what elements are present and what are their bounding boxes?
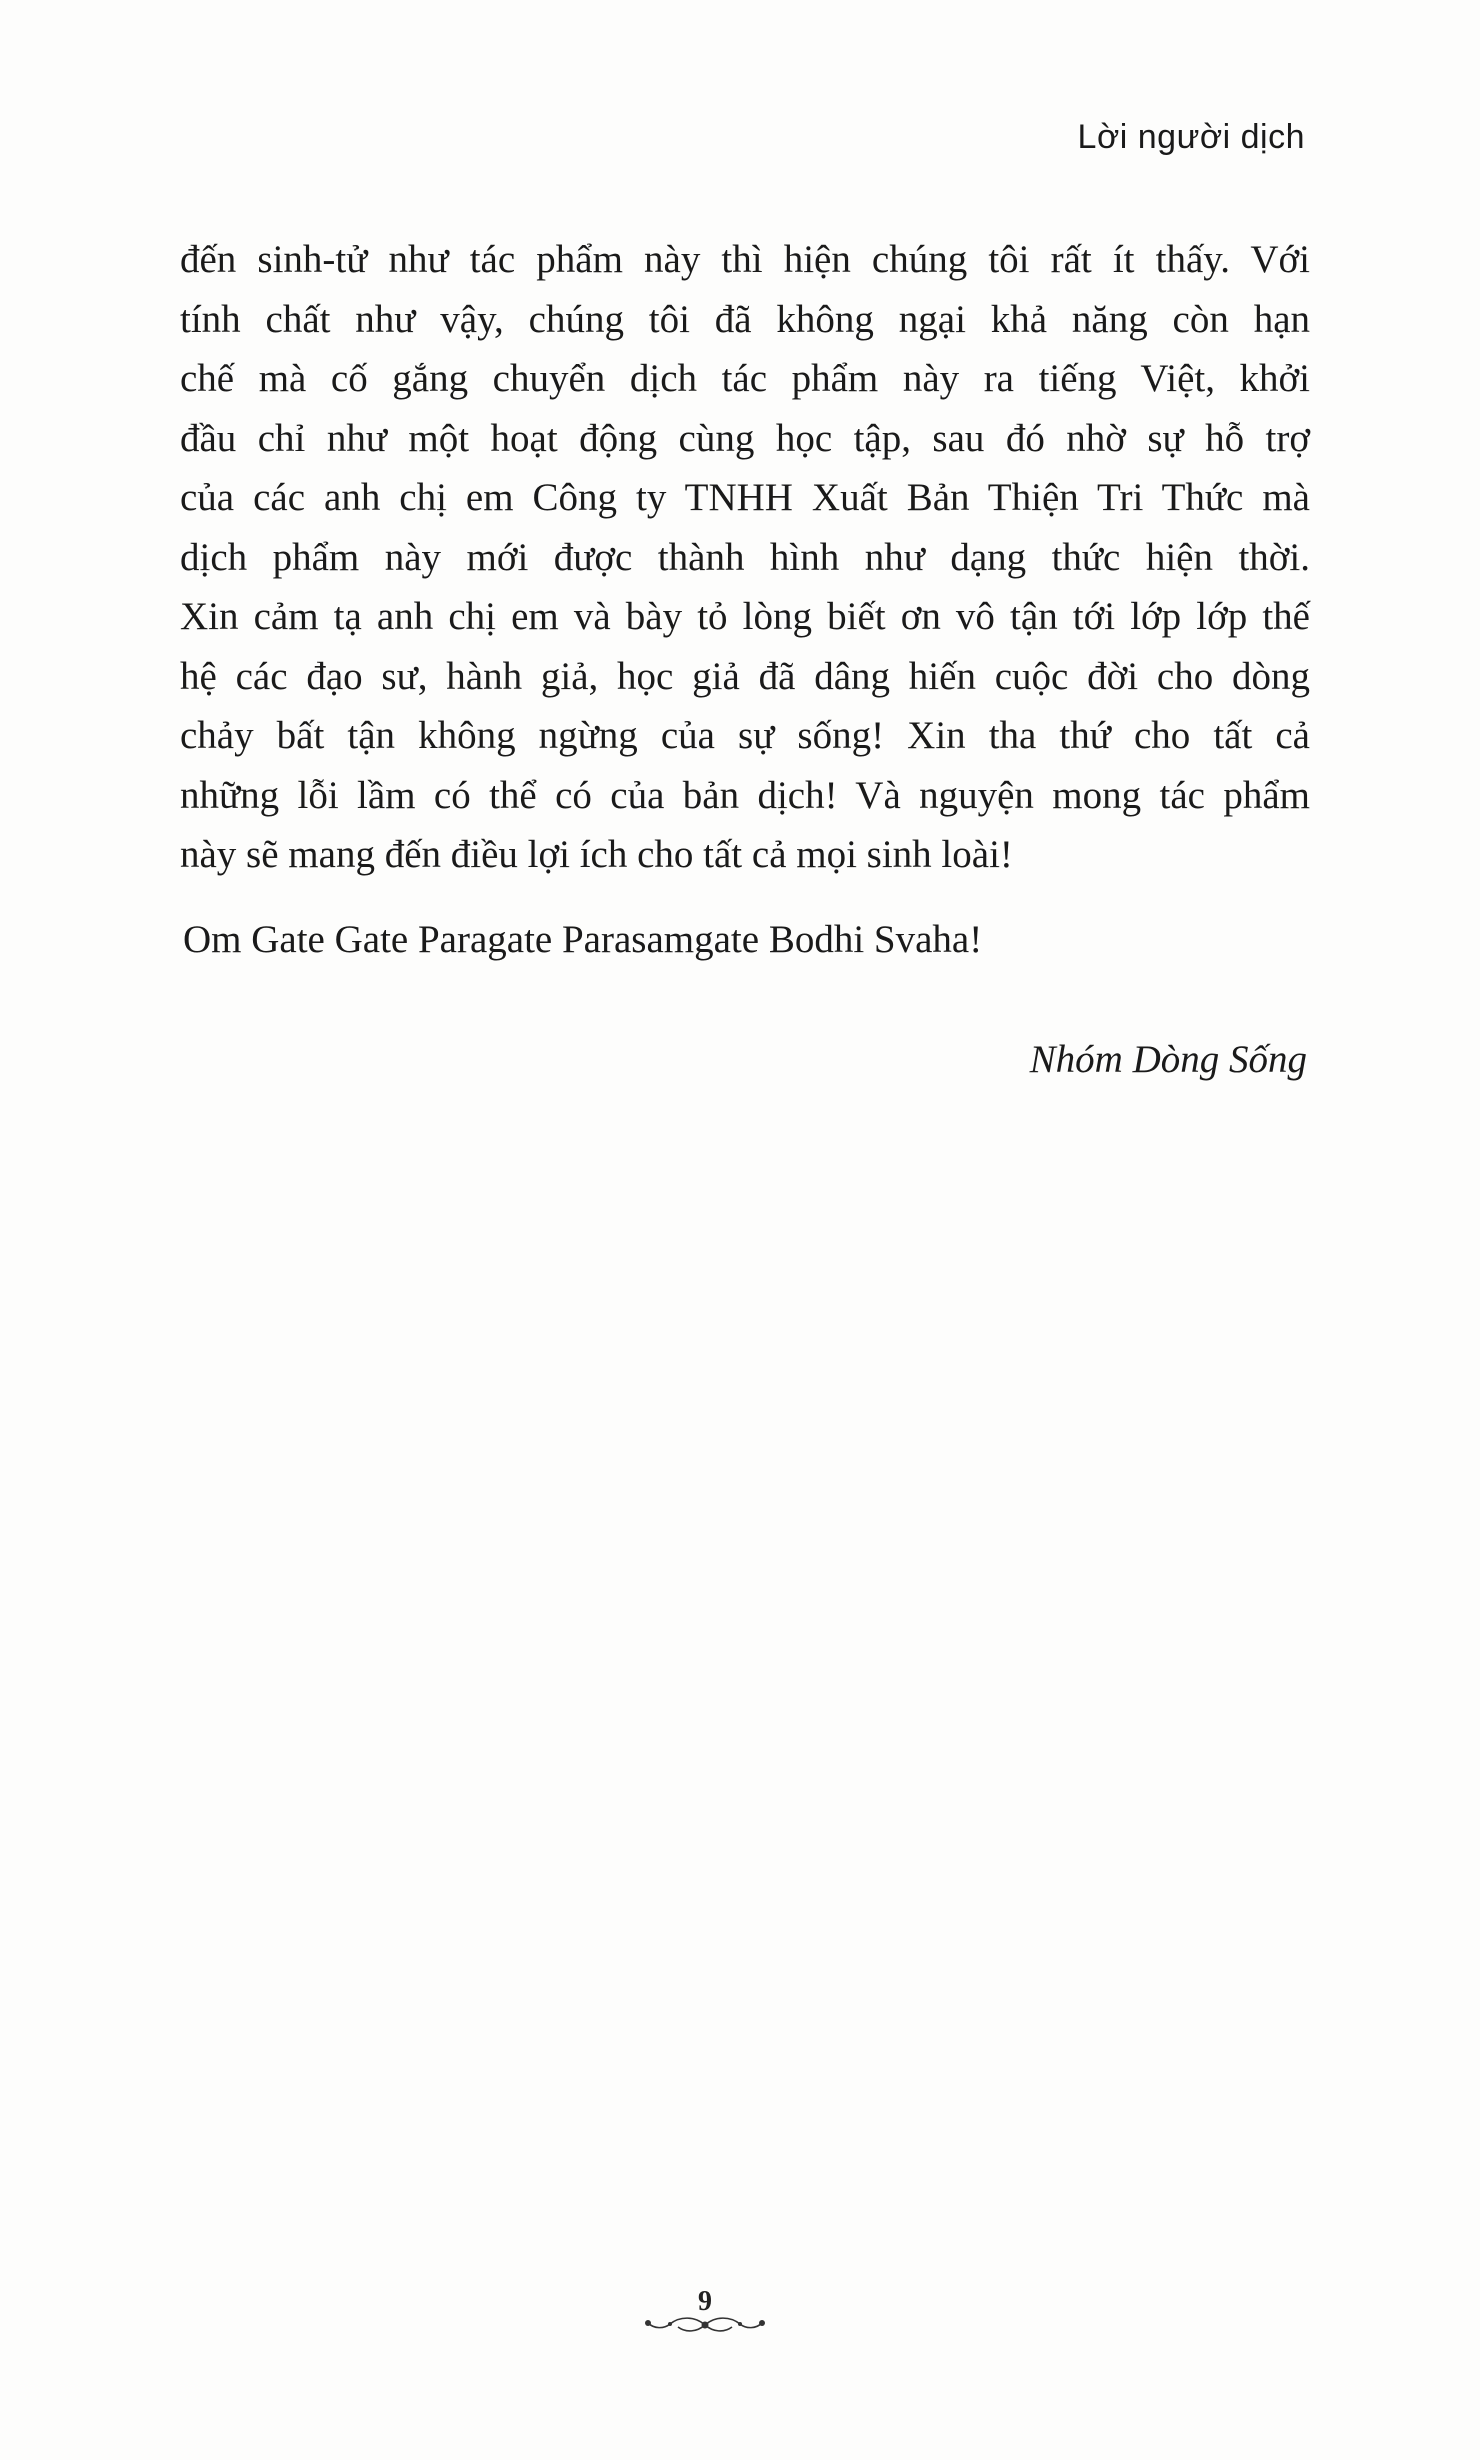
paragraph-line: chế mà cố gắng chuyển dịch tác phẩm này ra tiếng Việt, khởi [180,357,1310,400]
paragraph-line: Xin cảm tạ anh chị em và bày tỏ lòng biết ơn vô tận tới lớp lớp thế [180,595,1310,638]
running-head: Lời người dịch [1077,118,1305,156]
paragraph-line: đầu chỉ như một hoạt động cùng học tập, sau đó nhờ sự hỗ trợ [180,416,1310,460]
paragraph-line: đến sinh-tử như tác phẩm này thì hiện chúng tôi rất ít thấy. Với [180,238,1310,281]
translator-signature: Nhóm Dòng Sống [1029,1038,1307,1081]
paragraph-line: tính chất như vậy, chúng tôi đã không ngại khả năng còn hạn [180,297,1310,341]
page-number-ornament [640,2286,770,2340]
paragraph-line: những lỗi lầm có thể có của bản dịch! Và nguyện mong tác phẩm [180,773,1310,817]
paragraph-line: chảy bất tận không ngừng của sự sống! Xin tha thứ cho tất cả [180,714,1310,757]
paragraph-line: này sẽ mang đến điều lợi ích cho tất cả mọi sinh loài! [180,833,1013,876]
paragraph-line: hệ các đạo sư, hành giả, học giả đã dâng hiến cuộc đời cho dòng [180,654,1310,698]
page-number: 9 [698,2286,712,2317]
paragraph-line: dịch phẩm này mới được thành hình như dạng thức hiện thời. [180,535,1310,579]
body-paragraph [180,230,1310,885]
paragraph-line: của các anh chị em Công ty TNHH Xuất Bản Thiện Tri Thức mà [180,476,1310,519]
mantra-line: Om Gate Gate Paragate Parasamgate Bodhi Svaha! [183,918,983,961]
